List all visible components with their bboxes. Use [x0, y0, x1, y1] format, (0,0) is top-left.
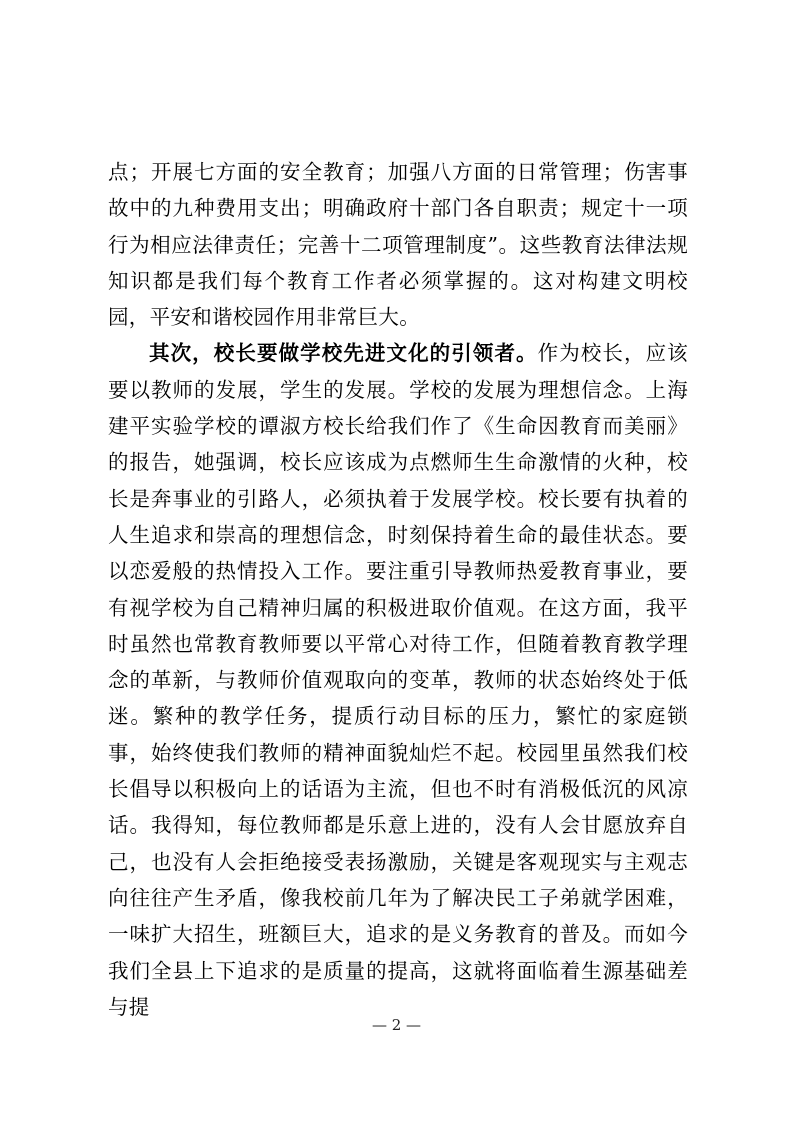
paragraph-2-heading: 其次，校长要做学校先进文化的引领者。	[149, 341, 538, 366]
paragraph-2	[108, 335, 688, 1025]
paragraph-2-body: 作为校长，应该要以教师的发展，学生的发展。学校的发展为理想信念。上海建平实验学校的谭淑方校长给我们作了《生命因教育而美丽》的报告，她强调，校长应该成为点燃师生生命激情的火种，校长是奔事业的引路人，必须执着于发展学校。校长要有执着的人生追求和崇高的理想信念，时刻保持着生命的最佳状态。要以恋爱般的热情投入工作。要注重引导教师热爱教育事业，要有视学校为自己精神归属的积极进取价值观。在这方面，我平时虽然也常教育教师要以平常心对待工作，但随着教育教学理念的革新，与教师价值观取向的变革，教师的状态始终处于低迷。繁种的教学任务，提质行动目标的压力，繁忙的家庭锁事，始终使我们教师的精神面貌灿烂不起。校园里虽然我们校长倡导以积极向上的话语为主流，但也不时有消极低沉的风凉话。我得知，每位教师都是乐意上进的，没有人会甘愿放弃自己，也没有人会拒绝接受表扬激励，关键是客观现实与主观志向往往产生矛盾，像我校前几年为了解决民工子弟就学困难，一味扩大招生，班额巨大，追求的是义务教育的普及。而如今我们全县上下追求的是质量的提高，这就将面临着生源基础差与提	[108, 341, 688, 1019]
body-text	[108, 154, 688, 1025]
page-number: — 2 —	[371, 1016, 422, 1034]
paragraph-1: 点；开展七方面的安全教育；加强八方面的日常管理；伤害事故中的九种费用支出；明确政府十部门各自职责；规定十一项行为相应法律责任；完善十二项管理制度”。这些教育法律法规知识都是我们每个教育工作者必须掌握的。这对构建文明校园，平安和谐校园作用非常巨大。	[108, 160, 688, 330]
